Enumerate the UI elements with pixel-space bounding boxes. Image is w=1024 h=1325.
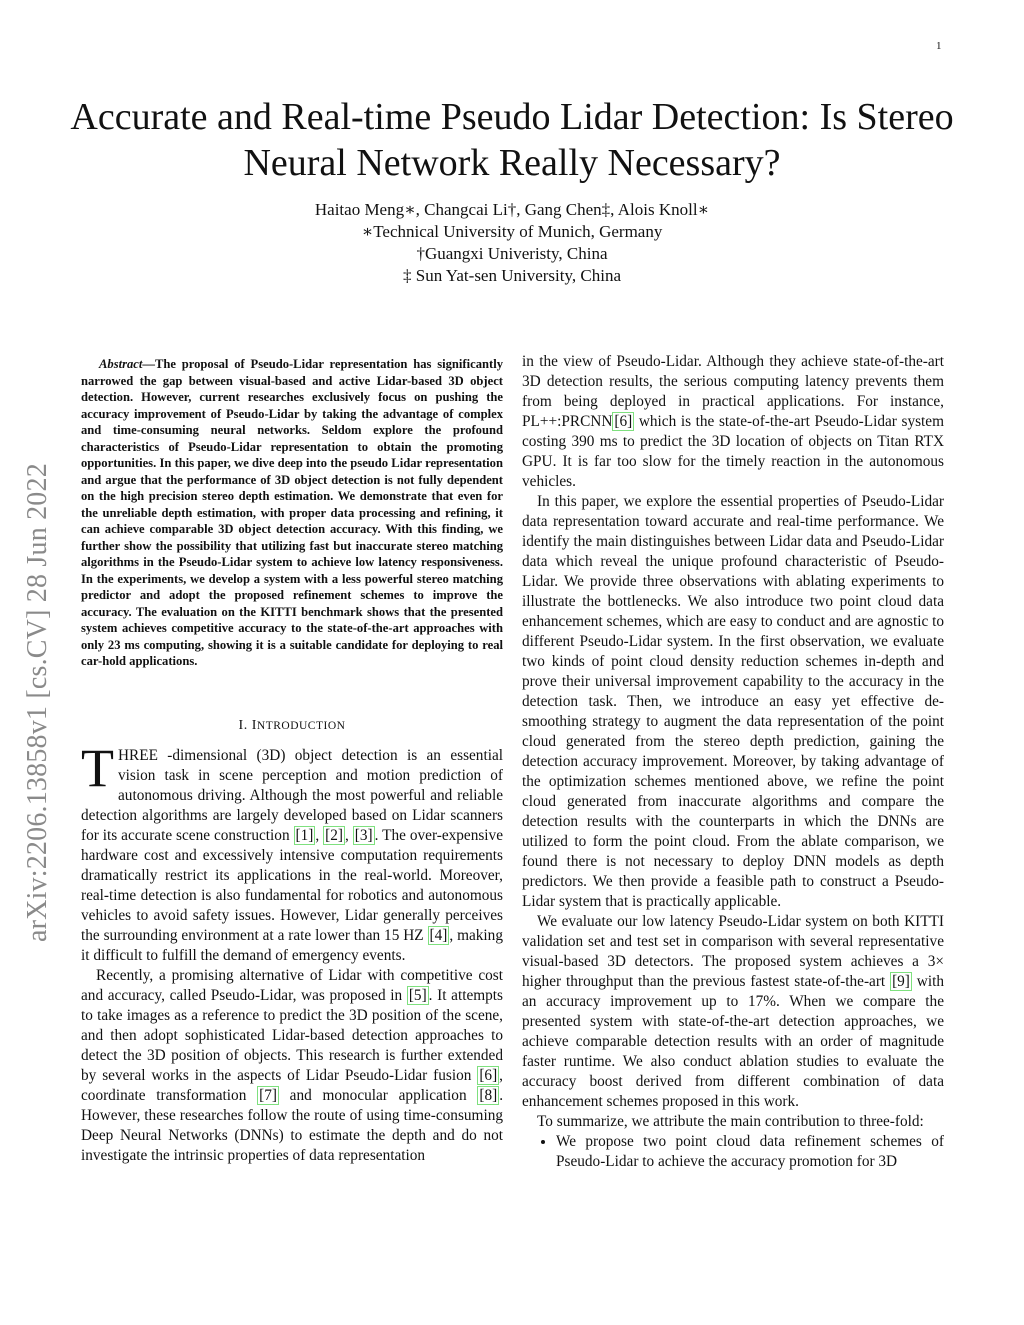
paper-title: Accurate and Real-time Pseudo Lidar Detection: Is Stereo Neural Network Really Necessary? bbox=[70, 96, 954, 184]
citation-link[interactable]: [6] bbox=[479, 1066, 498, 1084]
intro-paragraph-6: To summarize, we attribute the main contribution to three-fold: bbox=[537, 1113, 924, 1130]
section-heading-introduction bbox=[81, 718, 503, 734]
contribution-list bbox=[522, 1132, 944, 1172]
affiliation-2: †Guangxi Univeristy, China bbox=[416, 244, 608, 263]
citation-link[interactable]: [7] bbox=[259, 1086, 277, 1104]
intro-paragraph-1: THREE -dimensional (3D) object detection is an essential vision task in scene perception and motion prediction of autonomous driving. Although the most powerful and reliable detection algorithms are largely developed based on Lidar scanners for its accurate scene construction [1] , [2] , [3] . The over-expensive hardware cost and excessively intensive computation requirements dramatically restrict its applications in the real-world. Moreover, real-time detection is also fundamental for robotics and autonomous vehicles to avoid safety issues. However, Lidar generally perceives the surrounding environment at a rate lower than 15 HZ [4] , making it difficult to fulfill the demand of emergency events. bbox=[81, 737, 503, 964]
intro-paragraph-3: in the view of Pseudo-Lidar. Although they achieve state-of-the-art 3D detection results, the serious computing latency prevents them from being deployed in practical applications. For instance, PL++:PRCNN [6] which is the state-of-the-art Pseudo-Lidar system costing 390 ms to predict the 3D location of objects on Titan RTX GPU. It is far too slow for the timely reaction in the autonomous vehicles. bbox=[522, 353, 944, 490]
section-title-first-letter: I bbox=[251, 717, 257, 733]
citation-link[interactable]: [8] bbox=[479, 1086, 498, 1104]
citation-link[interactable]: [4] bbox=[429, 926, 448, 944]
citation-link[interactable]: [1] bbox=[295, 826, 314, 844]
section-number: I. bbox=[238, 717, 248, 733]
citation-link[interactable]: [2] bbox=[325, 826, 344, 844]
right-column bbox=[522, 352, 944, 1172]
section-title-rest: NTRODUCTION bbox=[256, 719, 346, 732]
intro-paragraph-4: In this paper, we explore the essential properties of Pseudo-Lidar data representation toward accurate and real-time performance. We identify the main distinguishes between Lidar data and Pseudo-Lidar data which reveal the unique profound characteristic of Pseudo-Lidar. We provide three observations with ablating experiments to illustrate the bottlenecks. We also introduce two point cloud data enhancement schemes, which are easy to conduct and are agnostic to different Pseudo-Lidar system. In the first observation, we evaluate two kinds of point cloud density reduction schemes in-depth and prove their universal improvement capability to the accuracy in the detection task. Then, we introduce an easy yet effective de-smoothing strategy to augment the data representation of the point cloud generated from the stereo depth prediction, gaining the detection accuracy improvement. Moreover, by taking advantage of the optimization schemes mentioned above, we refine the point cloud generated from inaccurate algorithms and compare the detection results with the counterparts in which the DNNs are utilized to form the point cloud. From the ablate comparison, we found there is not necessary to deploy DNN models as depth predictors. We then provide a feasible path to construct a Pseudo-Lidar system that is practically applicable. bbox=[522, 493, 944, 910]
drop-cap: T bbox=[81, 737, 114, 798]
affiliation-3: ‡ Sun Yat-sen University, China bbox=[402, 266, 621, 285]
citation-link[interactable]: [9] bbox=[892, 973, 910, 990]
abstract-text: —The proposal of Pseudo-Lidar representation has significantly narrowed the gap between visual-based and active Lidar-based 3D object detection. However, current researches exclusively focus on pushing the accuracy improvement of Pseudo-Lidar by taking the advantage of complex and time-consuming neural networks. Seldom explore the profound characteristics of Pseudo-Lidar representation to obtain the promoting opportunities. In this paper, we dive deep into the pseudo Lidar representation and argue that the performance of 3D object detection is not fully dependent on the high precision stereo depth estimation. We demonstrate that even for the unreliable depth estimation, with proper data processing and refining, it can achieve comparable 3D object detection accuracy. With this finding, we further show the possibility that utilizing fast but inaccurate stereo matching algorithms in the Pseudo-Lidar system to achieve low latency responsiveness. In the experiments, we develop a system with a less powerful stereo matching predictor and adopt the proposed refinement schemes to improve the accuracy. The evaluation on the KITTI benchmark shows that the presented system achieves competitive accuracy to the state-of-the-art approaches with only 23 ms computing, showing it is a suitable candidate for deploying to real car-hold applications. bbox=[81, 357, 503, 668]
abstract-label: Abstract bbox=[99, 357, 143, 371]
affiliation-1: ∗Technical University of Munich, Germany bbox=[361, 222, 663, 241]
abstract bbox=[81, 356, 503, 670]
author-names: Haitao Meng∗, Changcai Li†, Gang Chen‡, Alois Knoll∗ bbox=[314, 200, 710, 219]
citation-link[interactable]: [5] bbox=[408, 986, 427, 1004]
citation-link[interactable]: [6] bbox=[614, 413, 633, 430]
author-block bbox=[200, 199, 824, 287]
arxiv-identifier: arXiv:2206.13858v1 [cs.CV] 28 Jun 2022 bbox=[22, 463, 53, 942]
left-column bbox=[81, 352, 503, 1166]
page-number: 1 bbox=[936, 40, 942, 52]
citation-link[interactable]: [3] bbox=[354, 826, 373, 844]
list-item: • We propose two point cloud data refinement schemes of Pseudo-Lidar to achieve the accuracy promotion for 3D bbox=[556, 1132, 944, 1172]
intro-paragraph-2: Recently, a promising alternative of Lidar with competitive cost and accuracy, called Pseudo-Lidar, was proposed in [5] . It attempts to take images as a reference to predict the 3D position of the scene, and then adopt sophisticated Lidar-based detection approaches to detect the 3D position of objects. This research is further extended by several works in the aspects of Lidar Pseudo-Lidar fusion [6] , coordinate transformation [7] and monocular application [8] . However, these researches follow the route of using time-consuming Deep Neural Networks (DNNs) to estimate the depth and do not investigate the intrinsic properties of data representation bbox=[81, 966, 504, 1164]
intro-paragraph-5: We evaluate our low latency Pseudo-Lidar system on both KITTI validation set and test set in comparison with several representative visual-based 3D detectors. The proposed system achieves a 3× higher throughput than the previous fastest state-of-the-art [9] with an accuracy improvement up to 17%. When we compare the presented system with state-of-the-art detection approaches, we achieve comparable detection results with an order of magnitude faster runtime. We also conduct ablation studies to evaluate the accuracy boost derived from different combination of data enhancement schemes proposed in this work. bbox=[522, 913, 944, 1110]
